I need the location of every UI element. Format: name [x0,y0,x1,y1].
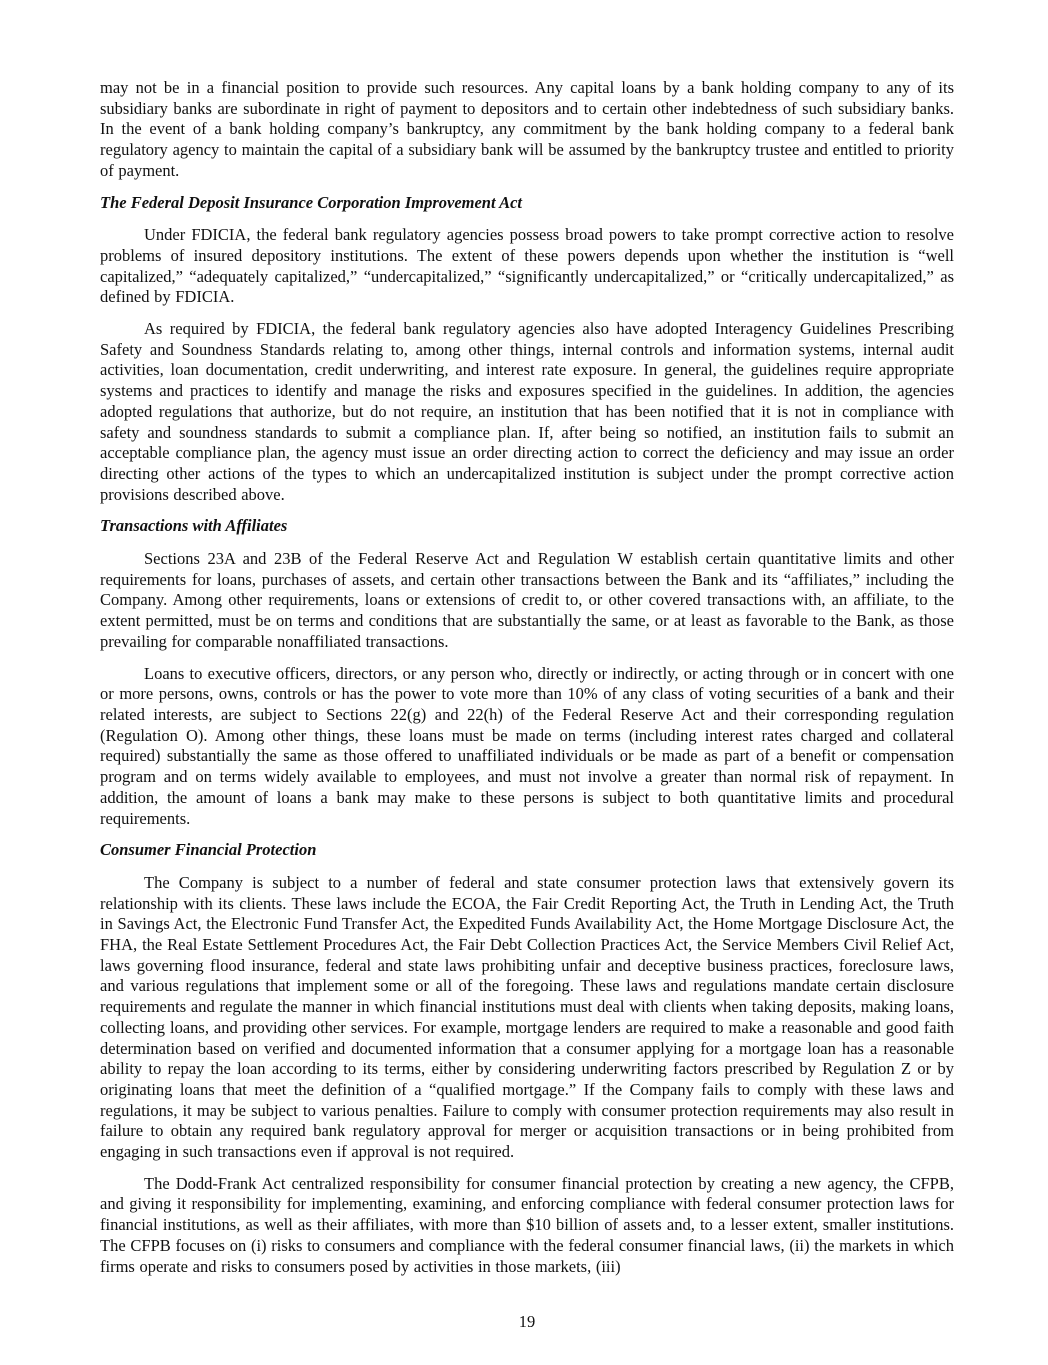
page-number: 19 [518,1312,536,1331]
paragraph-loans-to-executive-officers: Loans to executive officers, directors, or any person who, directly or indirectly, or acting through or in concert with one or more persons, owns, controls or has the power to vote more than 10% of any class of voting securities of a bank and their related interests, are subject to Sections 22(g) and 22(h) of the Federal Reserve Act and their corresponding regulation (Regulation O). Among other things, these loans must be made on terms (including interest rates charged and collateral required) substantially the same as those offered to unaffiliated individuals or be made as part of a benefit or compensation program and on terms widely available to employees, and must not involve a greater than normal risk of repayment. In addition, the amount of loans a bank may make to these persons is subject to both quantitative limits and procedural requirements. [100,663,954,828]
section-heading-fdicia: The Federal Deposit Insurance Corporation Improvement Act [100,192,522,212]
paragraph-consumer-protection-laws: The Company is subject to a number of federal and state consumer protection laws that extensively govern its relationship with its clients. These laws include the ECOA, the Fair Credit Reporting Act, the Truth in Lending Act, the Truth in Savings Act, the Electronic Fund Transfer Act, the Expedited Funds Availability Act, the Home Mortgage Disclosure Act, the FHA, the Real Estate Settlement Procedures Act, the Fair Debt Collection Practices Act, the Service Members Civil Relief Act, laws governing flood insurance, federal and state laws prohibiting unfair and deceptive business practices, foreclosure laws, and various regulations that implement some or all of the foregoing. These laws and regulations mandate certain disclosure requirements and regulate the manner in which financial institutions must deal with clients when taking deposits, making loans, collecting loans, and providing other services. For example, mortgage lenders are required to make a reasonable and good faith determination based on verified and documented information that a consumer applying for a mortgage loan has a reasonable ability to repay the loan according to its terms, either by considering underwriting factors prescribed by Regulation Z or by originating loans that meet the definition of a “qualified mortgage.” If the Company fails to comply with these laws and regulations, it may be subject to various penalties. Failure to comply with consumer protection requirements may also result in failure to obtain any required bank regulatory approval for merger or acquisition transactions or in being prohibited from engaging in such transactions even if approval is not required. [100,872,954,1162]
page-content [100,78,954,1288]
paragraph-under-fdicia: Under FDICIA, the federal bank regulatory agencies possess broad powers to take prompt corrective action to resolve problems of insured depository institutions. The extent of these powers depends upon whether the institution is “well capitalized,” “adequately capitalized,” “undercapitalized,” “significantly undercapitalized,” or “critically undercapitalized,” as defined by FDICIA. [100,225,954,307]
paragraph-sections-23a-23b: Sections 23A and 23B of the Federal Reserve Act and Regulation W establish certain quantitative limits and other requirements for loans, purchases of assets, and certain other transactions between the Bank and its “affiliates,” including the Company. Among other requirements, loans or extensions of credit to, or other covered transactions with, an affiliate, to the extent permitted, must be on terms and conditions that are substantially the same, or at least as favorable to the Bank, as those prevailing for comparable nonaffiliated transactions. [100,549,954,651]
section-heading-transactions-with-affiliates: Transactions with Affiliates [100,516,288,536]
section-heading-consumer-financial-protection: Consumer Financial Protection [100,840,317,860]
paragraph-capital-loans-continuation: may not be in a financial position to provide such resources. Any capital loans by a bank holding company to any of its subsidiary banks are subordinate in right of payment to depositors and to certain other indebtedness of such subsidiary banks. In the event of a bank holding company’s bankruptcy, any commitment by the bank holding company to a federal bank regulatory agency to maintain the capital of a subsidiary bank will be assumed by the bankruptcy trustee and entitled to priority of payment. [100,78,954,180]
paragraph-dodd-frank-cfpb: The Dodd-Frank Act centralized responsibility for consumer financial protection by creating a new agency, the CFPB, and giving it responsibility for implementing, examining, and enforcing compliance with federal consumer protection laws for financial institutions, as well as their affiliates, with more than $10 billion of assets and, to a lesser extent, smaller institutions. The CFPB focuses on (i) risks to consumers and compliance with the federal consumer financial laws, (ii) the markets in which firms operate and risks to consumers posed by activities in those markets, (iii) [100,1173,954,1276]
paragraph-interagency-guidelines: As required by FDICIA, the federal bank regulatory agencies also have adopted Interagency Guidelines Prescribing Safety and Soundness Standards relating to, among other things, internal controls and information systems, internal audit activities, loan documentation, credit underwriting, and interest rate exposure. In general, the guidelines require appropriate systems and practices to identify and manage the risks and exposures specified in the guidelines. In addition, the agencies adopted regulations that authorize, but do not require, an institution that has been notified that it is not in compliance with safety and soundness standards to submit a compliance plan. If, after being so notified, an institution fails to submit an acceptable compliance plan, the agency must issue an order directing action to correct the deficiency and may issue an order directing other actions of the types to which an undercapitalized institution is subject under the prompt corrective action provisions described above. [100,319,954,504]
